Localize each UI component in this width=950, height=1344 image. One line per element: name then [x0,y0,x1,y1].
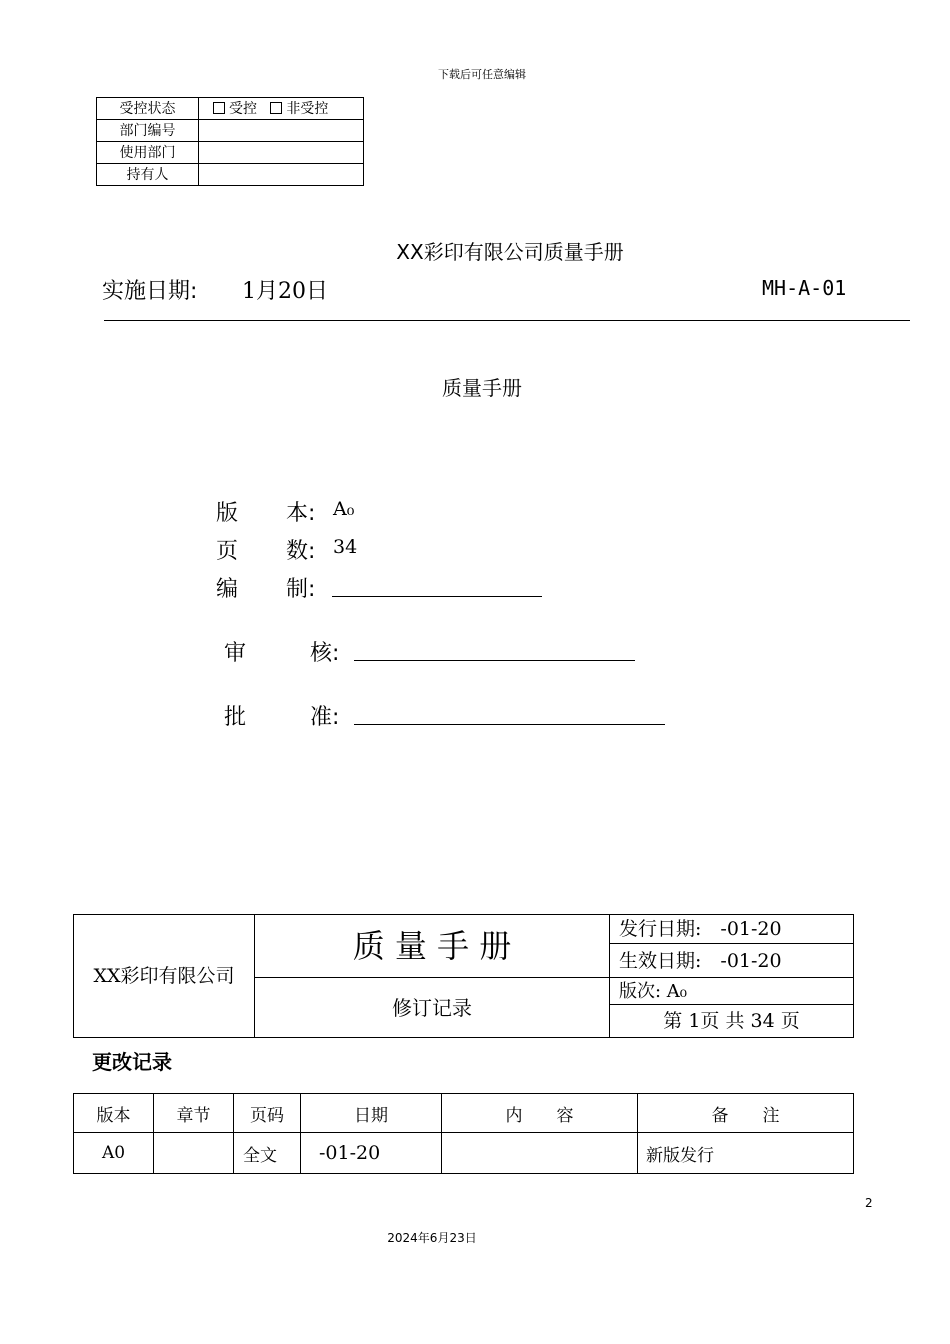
manual-title: 质量手册 [442,376,522,400]
header-company-name: XX彩印有限公司 [74,915,255,1037]
cell-page: 全文 [234,1133,301,1174]
implementation-date-label: 实施日期: [102,279,198,304]
col-page: 页码 [234,1094,301,1133]
table-row [74,1133,854,1174]
document-code: MH-A-01 [762,276,847,300]
holder-value [199,164,364,186]
download-note: 下载后可任意编辑 [438,68,526,81]
reviewer-label-1: 审 [224,641,247,666]
using-dept-value [199,142,364,164]
reviewer-signature-line[interactable] [354,660,635,661]
col-chapter: 章节 [154,1094,234,1133]
approver-signature-line[interactable] [354,724,665,725]
reviewer-label-2: 核: [310,641,340,666]
holder-label: 持有人 [97,164,199,186]
footer-date: 2024年6月23日 [387,1231,477,1245]
compiler-label-1: 编 [216,577,239,602]
pages-label-1: 页 [216,539,239,564]
compiler-signature-line[interactable] [332,596,542,597]
using-dept-label: 使用部门 [97,142,199,164]
uncontrolled-checkbox[interactable] [270,102,282,114]
header-divider [104,320,910,321]
version-value: A₀ [333,498,355,520]
company-manual-title: XX彩印有限公司质量手册 [396,240,624,264]
implementation-date-value: 1月20日 [242,279,328,304]
page-number: 2 [865,1196,873,1210]
change-record-title: 更改记录 [92,1050,172,1074]
table-header-row [74,1094,854,1133]
col-date: 日期 [301,1094,442,1133]
pages-label-2: 数: [286,539,316,564]
version-label-1: 版 [216,501,239,526]
compiler-label-2: 制: [286,577,316,602]
header-edition: 版次: A₀ [610,978,853,1005]
table-row [97,142,364,164]
uncontrolled-label: 非受控 [286,100,329,117]
dept-number-label: 部门编号 [97,120,199,142]
col-content: 内 容 [442,1094,638,1133]
col-remarks: 备 注 [638,1094,854,1133]
table-row [97,164,364,186]
version-label-2: 本: [286,501,316,526]
control-status-options [199,98,364,120]
change-record-table [73,1093,854,1174]
control-status-label: 受控状态 [97,98,199,120]
cell-remarks: 新版发行 [638,1133,854,1174]
cell-version: A0 [74,1133,154,1174]
header-effective-date: 生效日期: -01-20 [610,944,853,978]
header-revision-record: 修订记录 [255,978,610,1037]
control-status-table [96,97,364,186]
controlled-checkbox[interactable] [213,102,225,114]
cell-content [442,1133,638,1174]
controlled-label: 受控 [229,100,257,117]
header-page-info: 第 1页 共 34 页 [663,1010,800,1032]
dept-number-value [199,120,364,142]
header-manual-title: 质 量 手 册 [255,915,610,978]
table-row [97,120,364,142]
table-row [97,98,364,120]
header-issue-date: 发行日期: -01-20 [610,915,853,944]
col-version: 版本 [74,1094,154,1133]
cell-date: -01-20 [301,1133,442,1174]
manual-header-block [73,914,854,1038]
approver-label-1: 批 [224,705,247,730]
approver-label-2: 准: [310,705,340,730]
pages-value: 34 [333,536,358,558]
cell-chapter [154,1133,234,1174]
